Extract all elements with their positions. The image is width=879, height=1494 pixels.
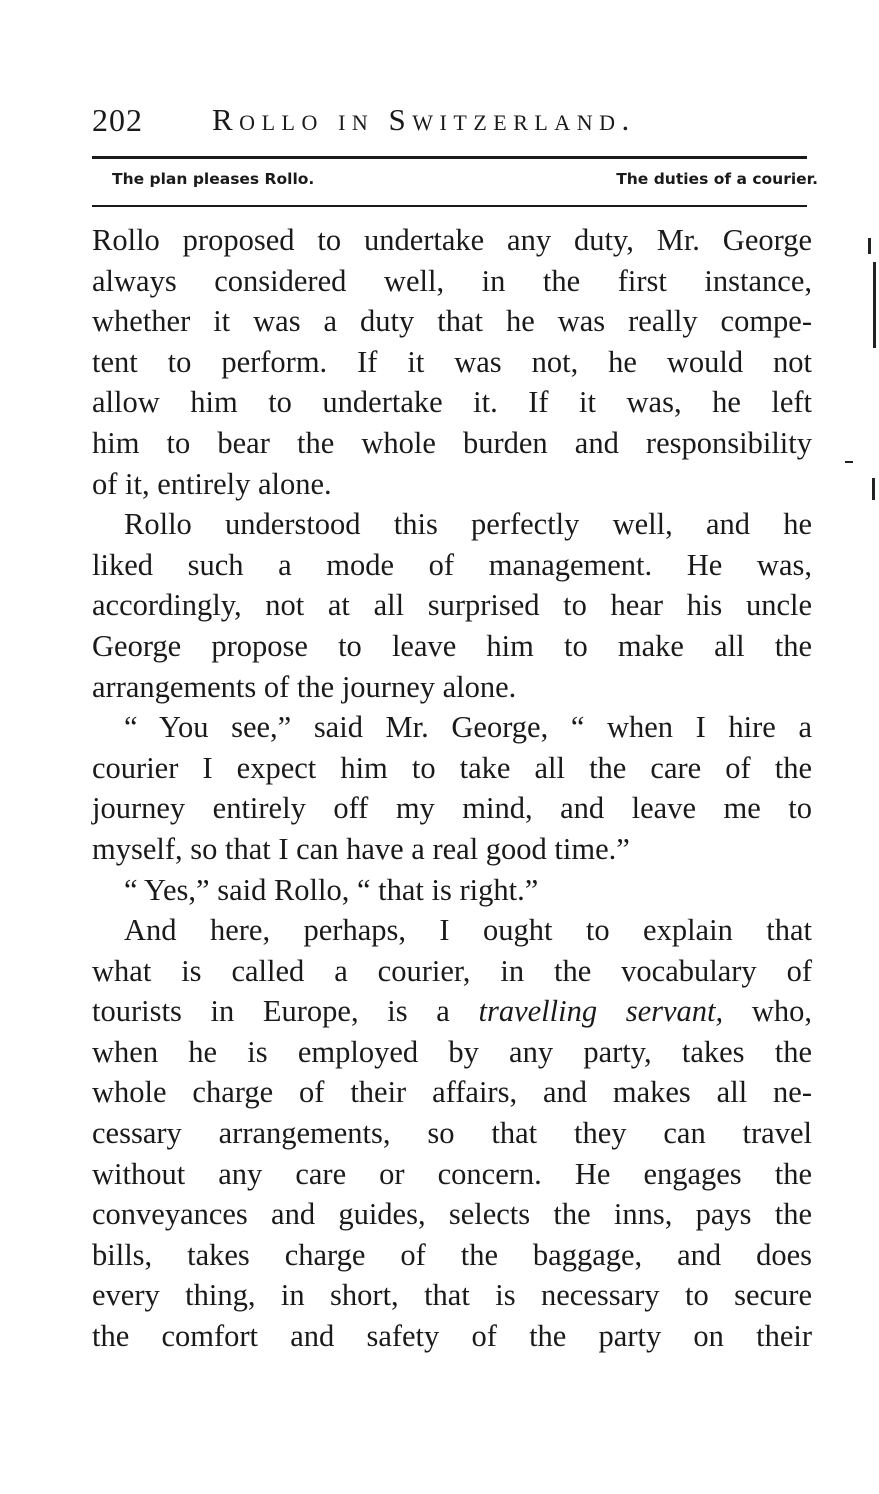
paragraph-5	[92, 910, 812, 1357]
text-line: of it, entirely alone.	[92, 466, 332, 501]
text-line: whether it was a duty that he was really compe-	[92, 304, 812, 339]
text-line: “ You see,” said Mr. George, “ when I hire a	[124, 710, 812, 745]
scan-speck	[872, 478, 875, 500]
text-fragment: tourists in Europe, is a	[92, 994, 450, 1029]
text-line: liked such a mode of management. He was,	[92, 547, 812, 582]
text-line: George propose to leave him to make all the	[92, 628, 812, 663]
paragraph-4	[92, 870, 812, 911]
scan-speck	[873, 262, 876, 348]
italic-phrase: travelling servant,	[478, 994, 724, 1029]
text-line: journey entirely off my mind, and leave me to	[92, 791, 812, 826]
text-line: always considered well, in the first instance,	[92, 263, 812, 298]
text-line: him to bear the whole burden and responsibility	[92, 425, 812, 460]
header-rule-top	[92, 156, 807, 159]
text-line-italic	[92, 991, 812, 1032]
text-line: every thing, in short, that is necessary to secure	[92, 1278, 812, 1313]
text-line: cessary arrangements, so that they can travel	[92, 1116, 812, 1151]
scan-speck	[845, 461, 853, 463]
page-number: 202	[92, 102, 143, 138]
paragraph-3	[92, 707, 812, 869]
sidenote-right: The duties of a courier.	[616, 170, 818, 188]
text-line: “ Yes,” said Rollo, “ that is right.”	[124, 872, 539, 907]
text-line: Rollo understood this perfectly well, and he	[124, 507, 812, 542]
text-line: courier I expect him to take all the care of the	[92, 750, 812, 785]
text-line: myself, so that I can have a real good time.”	[92, 831, 630, 866]
paragraph-2	[92, 504, 812, 707]
text-line: bills, takes charge of the baggage, and does	[92, 1237, 812, 1272]
text-line: when he is employed by any party, takes the	[92, 1034, 812, 1069]
text-line: what is called a courier, in the vocabulary of	[92, 953, 812, 988]
text-line: tent to perform. If it was not, he would not	[92, 344, 812, 379]
sidenote-left: The plan pleases Rollo.	[112, 170, 315, 188]
text-line: conveyances and guides, selects the inns, pays the	[92, 1197, 812, 1232]
text-line: arrangements of the journey alone.	[92, 669, 517, 704]
text-line: Rollo proposed to undertake any duty, Mr. George	[92, 223, 812, 257]
paragraph-1	[92, 220, 812, 504]
text-line: the comfort and safety of the party on their	[92, 1319, 812, 1354]
book-title: Rollo in Switzerland.	[212, 102, 636, 137]
text-line: without any care or concern. He engages the	[92, 1156, 812, 1191]
text-fragment: who,	[751, 994, 812, 1029]
running-head	[92, 100, 812, 144]
scan-speck	[868, 238, 871, 254]
header-rule-bottom	[92, 205, 807, 207]
text-line: whole charge of their affairs, and makes all ne-	[92, 1075, 812, 1110]
text-line: accordingly, not at all surprised to hear his uncle	[92, 588, 812, 623]
body-text	[92, 220, 812, 1357]
text-line: And here, perhaps, I ought to explain that	[124, 913, 812, 948]
text-line: allow him to undertake it. If it was, he left	[92, 385, 812, 420]
